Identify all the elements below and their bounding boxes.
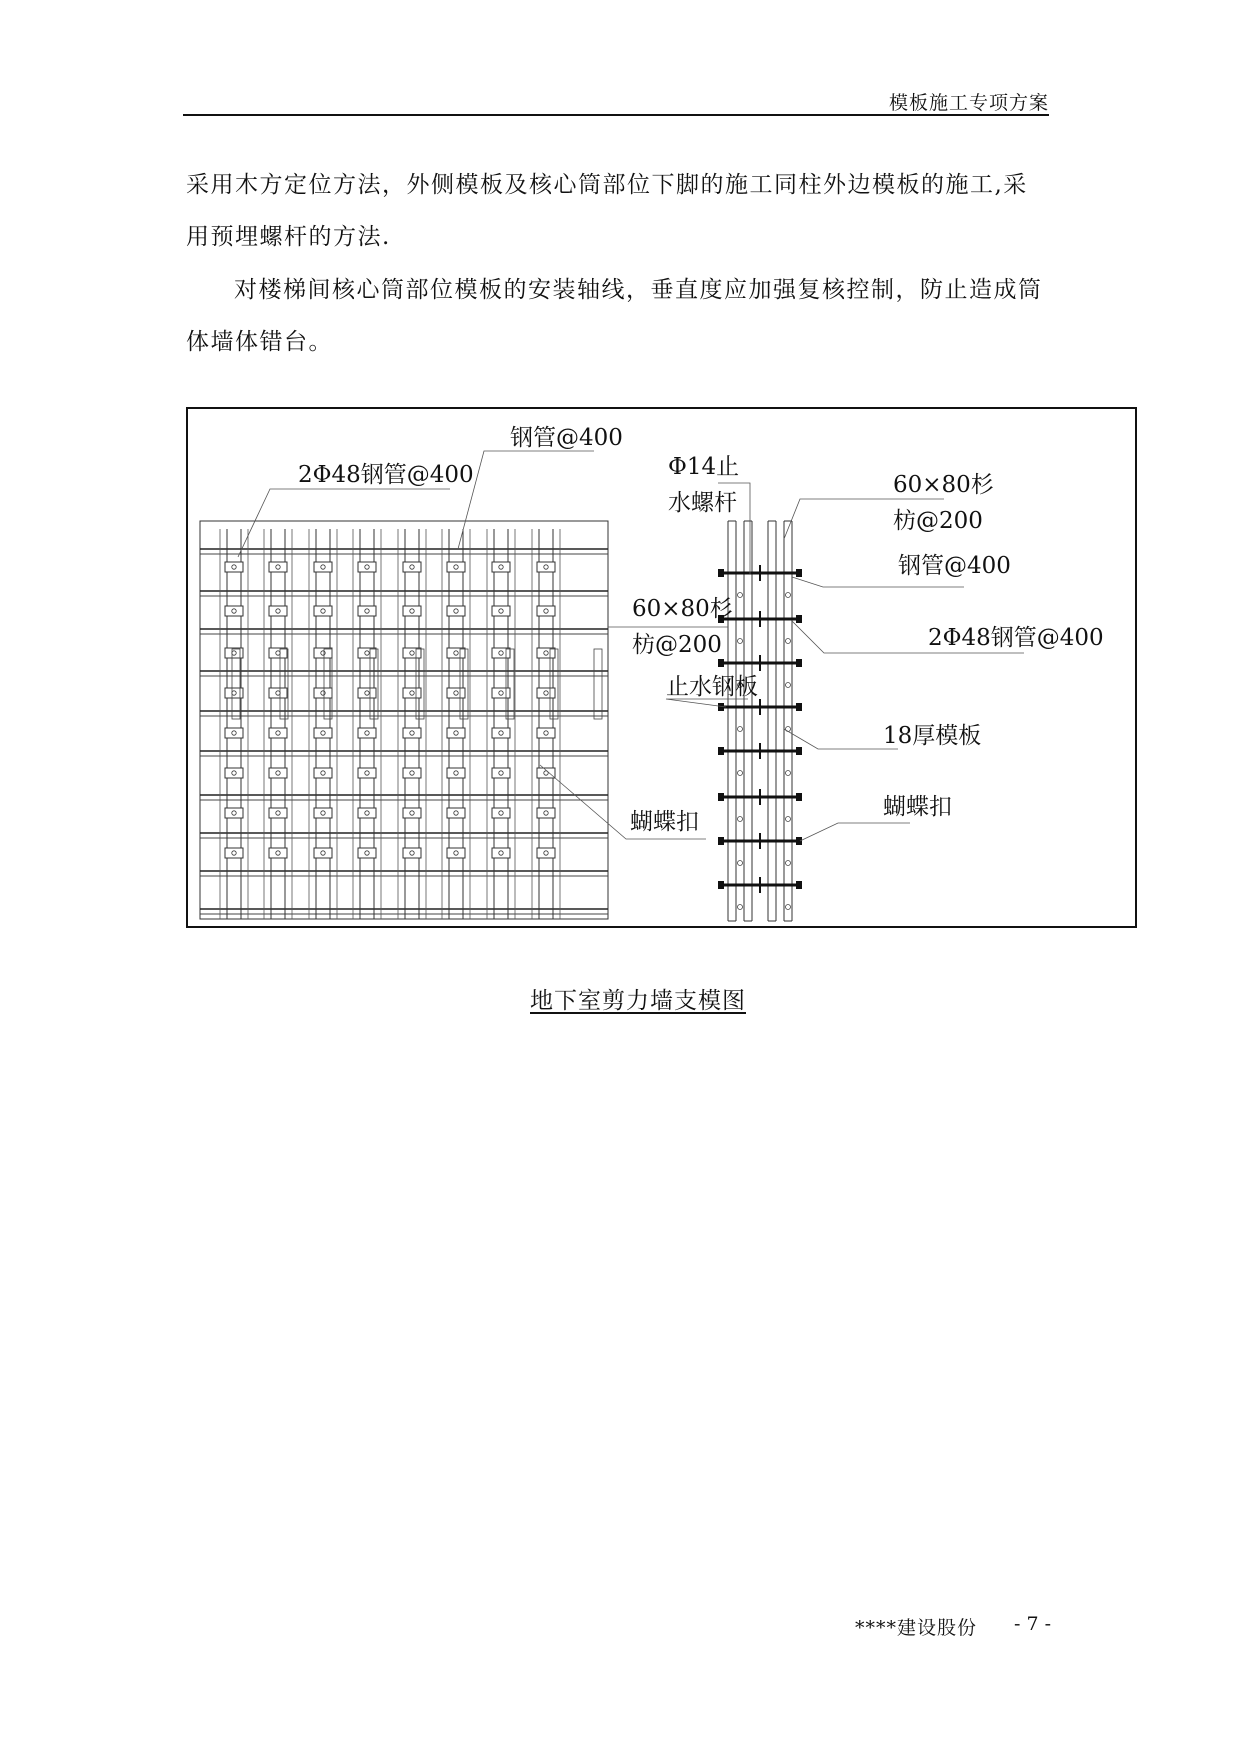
pipe-section bbox=[738, 817, 743, 822]
pipe-section bbox=[786, 771, 791, 776]
butterfly-clamp bbox=[537, 562, 555, 572]
butterfly-clamp bbox=[225, 848, 243, 858]
bolt-nut bbox=[718, 747, 724, 755]
butterfly-clamp bbox=[537, 768, 555, 778]
paragraph-1: 采用木方定位方法，外侧模板及核心筒部位下脚的施工同柱外边模板的施工,采用预埋螺杆的方法. bbox=[186, 172, 1028, 250]
butterfly-clamp bbox=[225, 728, 243, 738]
formwork-figure bbox=[186, 407, 1137, 928]
header-rule bbox=[183, 114, 1049, 116]
butterfly-clamp bbox=[537, 648, 555, 658]
label-pipe-right: 钢管@400 bbox=[898, 553, 1011, 579]
leader-line bbox=[238, 489, 450, 557]
butterfly-clamp bbox=[269, 688, 287, 698]
butterfly-clamp bbox=[269, 728, 287, 738]
butterfly-clamp bbox=[537, 688, 555, 698]
wall-section-drawing bbox=[718, 521, 802, 921]
butterfly-clamp bbox=[314, 808, 332, 818]
leader-line bbox=[784, 729, 898, 749]
header-title: 模板施工专项方案 bbox=[888, 92, 1049, 114]
butterfly-clamp bbox=[269, 648, 287, 658]
leader-line bbox=[800, 823, 910, 841]
pipe-section bbox=[738, 771, 743, 776]
label-timber-right-1: 60×80杉 bbox=[893, 472, 994, 498]
bolt-nut bbox=[718, 569, 724, 577]
butterfly-clamp bbox=[358, 606, 376, 616]
label-bolt-2: 水螺杆 bbox=[668, 490, 737, 516]
pipe-section bbox=[738, 727, 743, 732]
butterfly-clamp bbox=[403, 562, 421, 572]
butterfly-clamp bbox=[358, 688, 376, 698]
butterfly-clamp bbox=[447, 728, 465, 738]
wall-elevation-drawing bbox=[200, 521, 608, 919]
butterfly-clamp bbox=[269, 808, 287, 818]
butterfly-clamp bbox=[403, 606, 421, 616]
butterfly-clamp bbox=[537, 848, 555, 858]
butterfly-clamp bbox=[447, 648, 465, 658]
leader-line bbox=[458, 451, 594, 549]
pipe-section bbox=[786, 593, 791, 598]
butterfly-clamp bbox=[403, 648, 421, 658]
label-double-pipe-right: 2Φ48钢管@400 bbox=[928, 625, 1104, 651]
butterfly-clamp bbox=[447, 848, 465, 858]
butterfly-clamp bbox=[269, 848, 287, 858]
butterfly-clamp bbox=[314, 728, 332, 738]
label-formwork: 18厚模板 bbox=[883, 723, 982, 749]
butterfly-clamp bbox=[358, 848, 376, 858]
butterfly-clamp bbox=[225, 808, 243, 818]
butterfly-clamp bbox=[447, 688, 465, 698]
bolt-nut bbox=[796, 569, 802, 577]
butterfly-clamp bbox=[358, 728, 376, 738]
butterfly-clamp bbox=[537, 728, 555, 738]
butterfly-clamp bbox=[225, 606, 243, 616]
butterfly-clamp bbox=[447, 562, 465, 572]
pipe-section bbox=[738, 593, 743, 598]
bolt-nut bbox=[796, 881, 802, 889]
pipe-section bbox=[786, 639, 791, 644]
butterfly-clamp bbox=[492, 648, 510, 658]
butterfly-clamp bbox=[314, 606, 332, 616]
butterfly-clamp bbox=[269, 562, 287, 572]
paragraph-2: 对楼梯间核心筒部位模板的安装轴线，垂直度应加强复核控制，防止造成筒体墙体错台。 bbox=[186, 277, 1043, 355]
butterfly-clamp bbox=[447, 808, 465, 818]
bolt-nut bbox=[718, 793, 724, 801]
butterfly-clamp bbox=[403, 688, 421, 698]
butterfly-clamp bbox=[269, 768, 287, 778]
timber-joint bbox=[324, 649, 332, 719]
butterfly-clamp bbox=[492, 768, 510, 778]
butterfly-clamp bbox=[358, 808, 376, 818]
butterfly-clamp bbox=[403, 848, 421, 858]
pipe-section bbox=[738, 861, 743, 866]
butterfly-clamp bbox=[447, 606, 465, 616]
timber-joint bbox=[232, 649, 240, 719]
bolt-nut bbox=[718, 881, 724, 889]
butterfly-clamp bbox=[314, 648, 332, 658]
butterfly-clamp bbox=[358, 562, 376, 572]
footer-company: ****建设股份 bbox=[855, 1617, 978, 1639]
timber-joint bbox=[460, 649, 468, 719]
label-timber-mid-2: 枋@200 bbox=[632, 632, 722, 658]
bolt-nut bbox=[796, 703, 802, 711]
bolt-nut bbox=[796, 615, 802, 623]
butterfly-clamp bbox=[403, 808, 421, 818]
butterfly-clamp bbox=[403, 768, 421, 778]
butterfly-clamp bbox=[225, 768, 243, 778]
butterfly-clamp bbox=[492, 606, 510, 616]
label-timber-right-2: 枋@200 bbox=[893, 508, 983, 534]
timber-joint bbox=[506, 649, 514, 719]
butterfly-clamp bbox=[314, 688, 332, 698]
butterfly-clamp bbox=[537, 606, 555, 616]
butterfly-clamp bbox=[537, 808, 555, 818]
timber-joint bbox=[550, 649, 558, 719]
bolt-nut bbox=[718, 659, 724, 667]
label-timber-mid-1: 60×80杉 bbox=[632, 596, 733, 622]
butterfly-clamp bbox=[492, 688, 510, 698]
bolt-nut bbox=[796, 793, 802, 801]
butterfly-clamp bbox=[492, 808, 510, 818]
butterfly-clamp bbox=[403, 728, 421, 738]
butterfly-clamp bbox=[358, 768, 376, 778]
butterfly-clamp bbox=[314, 768, 332, 778]
pipe-section bbox=[738, 639, 743, 644]
timber-joint bbox=[280, 649, 288, 719]
butterfly-clamp bbox=[492, 848, 510, 858]
pipe-section bbox=[786, 861, 791, 866]
label-double-pipe-left: 2Φ48钢管@400 bbox=[298, 462, 474, 488]
butterfly-clamp bbox=[492, 562, 510, 572]
pipe-section bbox=[786, 905, 791, 910]
pipe-section bbox=[786, 683, 791, 688]
figure-caption: 地下室剪力墙支模图 bbox=[530, 988, 746, 1014]
label-clamp-right: 蝴蝶扣 bbox=[883, 794, 952, 820]
butterfly-clamp bbox=[492, 728, 510, 738]
bolt-nut bbox=[796, 747, 802, 755]
elevation-outline bbox=[200, 521, 608, 919]
timber-joint bbox=[594, 649, 602, 719]
butterfly-clamp bbox=[314, 562, 332, 572]
label-waterstop-plate: 止水钢板 bbox=[666, 674, 758, 700]
butterfly-clamp bbox=[269, 606, 287, 616]
butterfly-clamp bbox=[447, 768, 465, 778]
label-clamp-left: 蝴蝶扣 bbox=[630, 809, 699, 835]
butterfly-clamp bbox=[358, 648, 376, 658]
butterfly-clamp bbox=[225, 562, 243, 572]
bolt-nut bbox=[718, 837, 724, 845]
bolt-nut bbox=[796, 837, 802, 845]
label-pipe-top: 钢管@400 bbox=[510, 425, 623, 451]
pipe-section bbox=[738, 905, 743, 910]
bolt-nut bbox=[796, 659, 802, 667]
timber-joint bbox=[416, 649, 424, 719]
label-bolt-1: Φ14止 bbox=[668, 454, 740, 480]
formwork-drawing bbox=[188, 409, 1139, 930]
butterfly-clamp bbox=[314, 848, 332, 858]
page-number: - 7 - bbox=[1014, 1613, 1052, 1635]
pipe-section bbox=[786, 817, 791, 822]
